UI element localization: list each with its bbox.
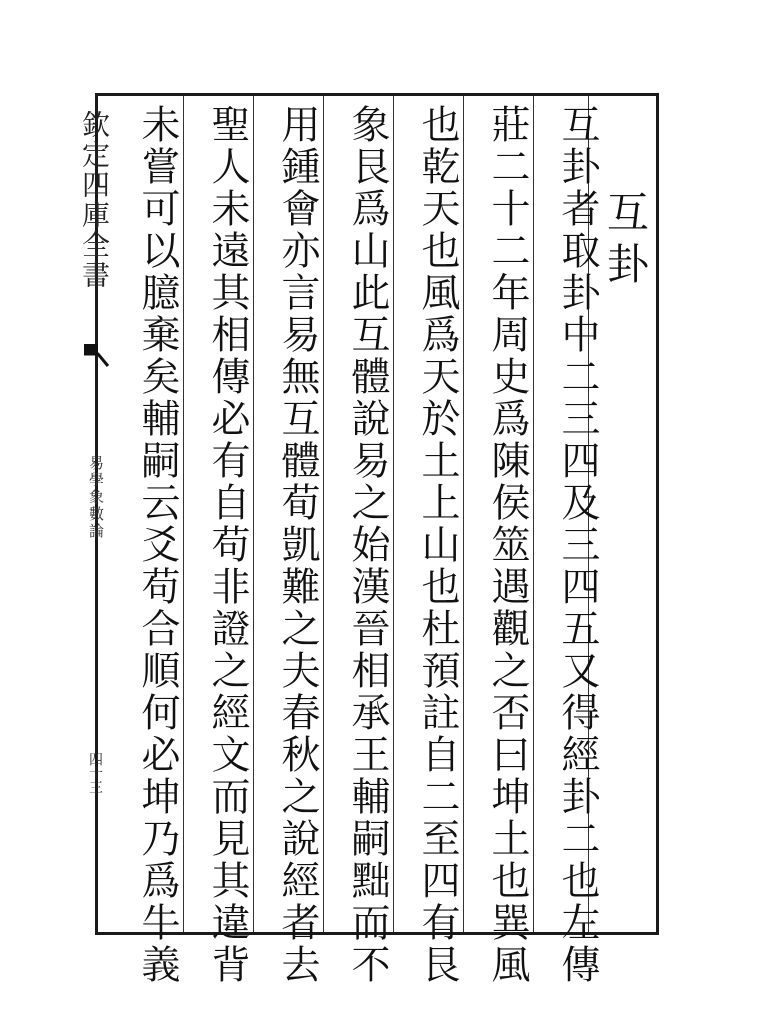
column-rule [323,96,324,932]
column-rule [253,96,254,932]
fish-tail-mark-icon [82,342,112,368]
text-column-3: 也乾天也風爲天於土上山也杜預註自二至四有艮 [415,104,460,986]
text-column-5: 用鍾會亦言易無互體荀凱難之夫春秋之說經者去 [275,104,320,986]
text-column-1: 互卦者取卦中二三四及三四五又得經卦二也左傳 [555,104,600,986]
text-column-7: 未嘗可以臆棄矣輔嗣云爻苟合順何必坤乃爲牛義 [135,104,180,986]
text-column-2: 莊二十二年周史爲陳侯筮遇觀之否曰坤土也巽風 [485,104,530,986]
column-rule [533,96,534,932]
text-column-4: 象艮爲山此互體說易之始漢晉相承王輔嗣黜而不 [345,104,390,986]
book-title: 欽定四庫全書 [78,110,111,290]
text-column-6: 聖人未遠其相傳必有自苟非證之經文而見其違背 [205,104,250,986]
section-label: 易學象數論 [87,455,105,540]
column-rule [463,96,464,932]
column-rule [393,96,394,932]
column-rule [183,96,184,932]
page-number: 四十三 [87,752,103,794]
section-heading: 互卦 [601,190,650,294]
